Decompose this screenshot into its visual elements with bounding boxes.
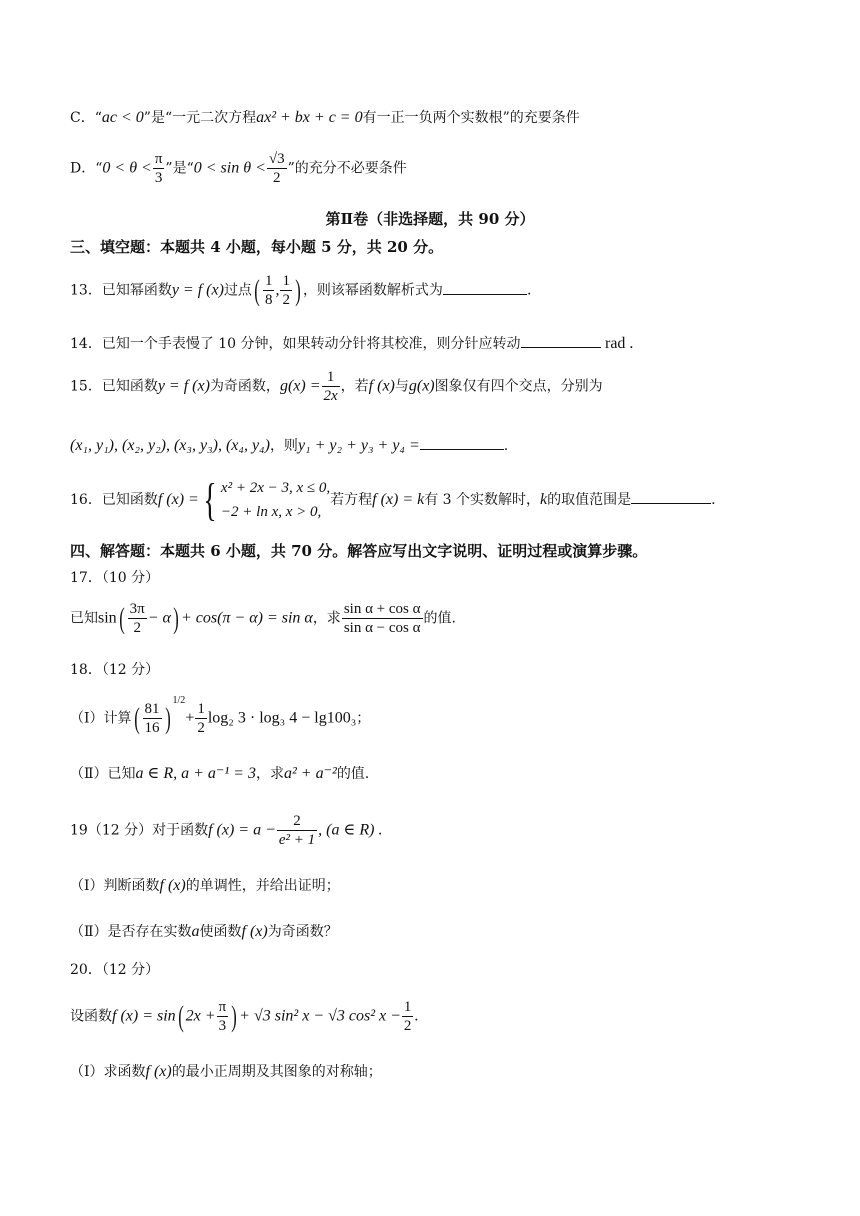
q17-heading: 17．（10 分） xyxy=(70,570,160,586)
q14-answer-blank[interactable] xyxy=(521,347,601,348)
q16-mid: 若方程 xyxy=(330,492,373,508)
q18-frac-1-2: $\frac{1}{2}$ xyxy=(197,701,205,736)
option-c-equation: ax² + bx + c = 0 xyxy=(256,109,363,126)
q19-p2-fx: f (x) xyxy=(241,923,268,940)
question-19-part2 xyxy=(70,922,338,941)
q15-post2: 图象仅有四个交点，分别为 xyxy=(434,378,603,395)
left-paren: ( xyxy=(177,999,184,1033)
q19-post: , (a ∈ R) . xyxy=(318,821,383,839)
left-paren: ( xyxy=(118,601,125,635)
q18-p2-prefix: （Ⅱ）已知 xyxy=(70,766,136,782)
q19-p1-fx: f (x) xyxy=(159,877,186,894)
question-17 xyxy=(70,600,456,637)
left-brace: { xyxy=(203,474,217,525)
q19-p2-a: a xyxy=(191,923,200,940)
q14-unit: rad . xyxy=(604,335,634,352)
q17-sin: sin xyxy=(98,609,117,627)
q15-end: . xyxy=(503,438,509,454)
q15-fx: f (x) xyxy=(368,377,395,395)
q15-mid: 为奇函数， xyxy=(209,378,280,395)
q17-minus-alpha: − α xyxy=(147,609,171,627)
q18-p2-mid: ，求 xyxy=(255,766,284,782)
q17-frac-3pi-2: $\frac{3\pi}{2}$ xyxy=(129,601,145,636)
q18-p2-condition: a ∈ R, a + a⁻¹ = 3 xyxy=(135,765,256,782)
q16-post2: 的取值范围是 xyxy=(547,492,632,508)
part2-title: 第Ⅱ卷（非选择题，共 90 分） xyxy=(325,210,535,228)
pi-over-three: $\frac{\pi}{3}$ xyxy=(154,151,163,186)
q16-post: 有 3 个实数解时， xyxy=(424,492,541,508)
q20-frac-1-2: $\frac{1}{2}$ xyxy=(403,999,412,1034)
q17-ratio: $\frac{\text{sin α + cos α}}{\text{sin α − cos α}}$ xyxy=(343,601,421,636)
option-d xyxy=(70,150,407,187)
q20-p1-end: 的最小正周期及其图象的对称轴； xyxy=(171,1064,382,1080)
option-d-label: D．“ xyxy=(70,160,103,177)
question-18-part2 xyxy=(70,764,369,783)
q19-frac: $\frac{2}{\text{e² + 1}}$ xyxy=(278,813,316,848)
q16-equation: f (x) = k xyxy=(372,491,425,508)
q17-ask: ，求 xyxy=(312,610,341,627)
question-15-cont xyxy=(70,436,508,455)
q13-frac-1-8: $\frac{1}{8}$ xyxy=(264,273,273,308)
q15-function: y = f (x) xyxy=(157,377,210,395)
q13-end: . xyxy=(526,282,532,299)
question-19 xyxy=(70,812,382,849)
q13-post: ，则该幂函数解析式为 xyxy=(302,282,443,299)
q20-function: f (x) = sin xyxy=(112,1007,176,1025)
option-c xyxy=(70,108,580,127)
option-d-sin-left: 0 < sin θ < xyxy=(193,159,266,177)
option-d-mid: ”是“ xyxy=(165,160,194,177)
q17-rest: + cos(π − α) = sin α xyxy=(180,609,313,627)
q17-post: 的值. xyxy=(423,610,456,627)
q15-sum: y₁ + y₂ + y₃ + y₄ = xyxy=(297,437,420,454)
q14-text: 14．已知一个手表慢了 10 分钟，如果转动分针将其校准，则分针应转动 xyxy=(70,336,521,352)
q18-logs: log₂ 3 · log₃ 4 − lg100₃ xyxy=(207,709,357,727)
q13-mid: 过点 xyxy=(223,282,252,299)
left-paren: ( xyxy=(133,701,140,735)
q18-frac-81-16: $\frac{81}{16}$ xyxy=(144,701,160,736)
question-15 xyxy=(70,368,603,405)
right-paren: ) xyxy=(173,601,179,635)
question-18-part1 xyxy=(70,694,371,737)
q18-exponent: 1/2 xyxy=(172,694,186,706)
right-paren: ) xyxy=(164,701,171,735)
q20-end: . xyxy=(414,1007,419,1025)
option-c-label: C．“ xyxy=(70,110,102,126)
q15-gx: g(x) xyxy=(408,377,435,395)
q13-frac-1-2: $\frac{1}{2}$ xyxy=(282,273,290,308)
option-d-tail: ”的充分不必要条件 xyxy=(287,160,407,177)
option-c-condition: ac < 0 xyxy=(101,109,144,126)
q19-function: f (x) = a − xyxy=(208,821,276,839)
option-d-cond-left: 0 < θ < xyxy=(102,159,152,177)
question-20 xyxy=(70,998,418,1035)
sqrt3-over-two: $\frac{√3}{2}$ xyxy=(268,151,285,186)
question-13: 13．已知幂函数y = f (x)过点( $\frac{1}{8}$ , $\frac{1}{2}$ ) ，则该幂函数解析式为 . xyxy=(70,273,532,308)
left-paren: ( xyxy=(254,273,260,307)
q16-k: k xyxy=(540,491,548,508)
q15-prefix: 15．已知函数 xyxy=(70,378,158,395)
q20-inner: 2x + xyxy=(185,1007,216,1025)
right-paren: ) xyxy=(295,273,301,307)
option-c-tail: 有一正一负两个实数根”的充要条件 xyxy=(362,110,580,126)
q19-heading: 19（12 分）对于函数 xyxy=(70,822,209,839)
question-19-part1 xyxy=(70,876,340,895)
q19-p2-prefix: （Ⅱ）是否存在实数 xyxy=(70,924,192,940)
q15-points: (x₁, y₁), (x₂, y₂), (x₃, y₃), (x₄, y₄) xyxy=(70,437,270,454)
q18-p2-end: 的值. xyxy=(336,766,370,782)
q18-p2-expression: a² + a⁻² xyxy=(283,765,337,782)
q15-g: g(x) = xyxy=(279,377,321,395)
q20-frac-pi-3: $\frac{\pi}{3}$ xyxy=(218,999,227,1034)
right-paren: ) xyxy=(231,999,237,1033)
q18-plus: + xyxy=(185,709,195,727)
q16-function: f (x) = xyxy=(157,491,199,508)
q20-heading: 20．（12 分） xyxy=(70,962,160,978)
q15-post1: ，若 xyxy=(340,378,369,395)
q15-frac-1-2x: $\frac{1}{2x}$ xyxy=(323,369,338,404)
q13-function: y = f (x) xyxy=(171,281,224,299)
q16-end: . xyxy=(711,492,716,508)
q17-prefix: 已知 xyxy=(70,610,98,627)
option-c-mid: ”是“一元二次方程 xyxy=(143,110,257,126)
question-14 xyxy=(70,334,633,353)
case-1: x² + 2x − 3, x ≤ 0, xyxy=(220,480,331,496)
q18-heading: 18．（12 分） xyxy=(70,662,160,678)
q16-answer-blank[interactable] xyxy=(631,503,711,504)
question-16 xyxy=(70,476,716,524)
q19-p1-prefix: （Ⅰ）判断函数 xyxy=(70,878,160,894)
q13-answer-blank[interactable] xyxy=(443,294,527,295)
case-2: −2 + ln x, x > 0, xyxy=(220,504,322,520)
q18-p1-end: ； xyxy=(356,710,371,727)
q19-p1-end: 的单调性，并给出证明； xyxy=(185,878,340,894)
q15-answer-blank[interactable] xyxy=(420,449,504,450)
q15-with: 与 xyxy=(394,378,409,395)
q15-then: ，则 xyxy=(269,438,298,454)
section4-title: 四、解答题：本题共 6 小题，共 70 分。解答应写出文字说明、证明过程或演算步骤。 xyxy=(70,542,648,560)
q13-prefix: 13．已知幂函数 xyxy=(70,282,172,299)
q20-p1-prefix: （Ⅰ）求函数 xyxy=(70,1064,146,1080)
q19-p2-mid: 使函数 xyxy=(199,924,242,940)
question-20-part1 xyxy=(70,1062,382,1081)
q20-prefix: 设函数 xyxy=(70,1008,112,1025)
q20-rest: + √3 sin² x − √3 cos² x − xyxy=(239,1007,401,1025)
q20-p1-fx: f (x) xyxy=(145,1063,172,1080)
q19-p2-end: 为奇函数？ xyxy=(267,924,338,940)
q16-prefix: 16．已知函数 xyxy=(70,492,158,508)
piecewise-cases xyxy=(221,476,330,524)
section3-title: 三、填空题：本题共 4 小题，每小题 5 分，共 20 分。 xyxy=(70,238,444,256)
q18-p1-prefix: （Ⅰ）计算 xyxy=(70,710,132,727)
